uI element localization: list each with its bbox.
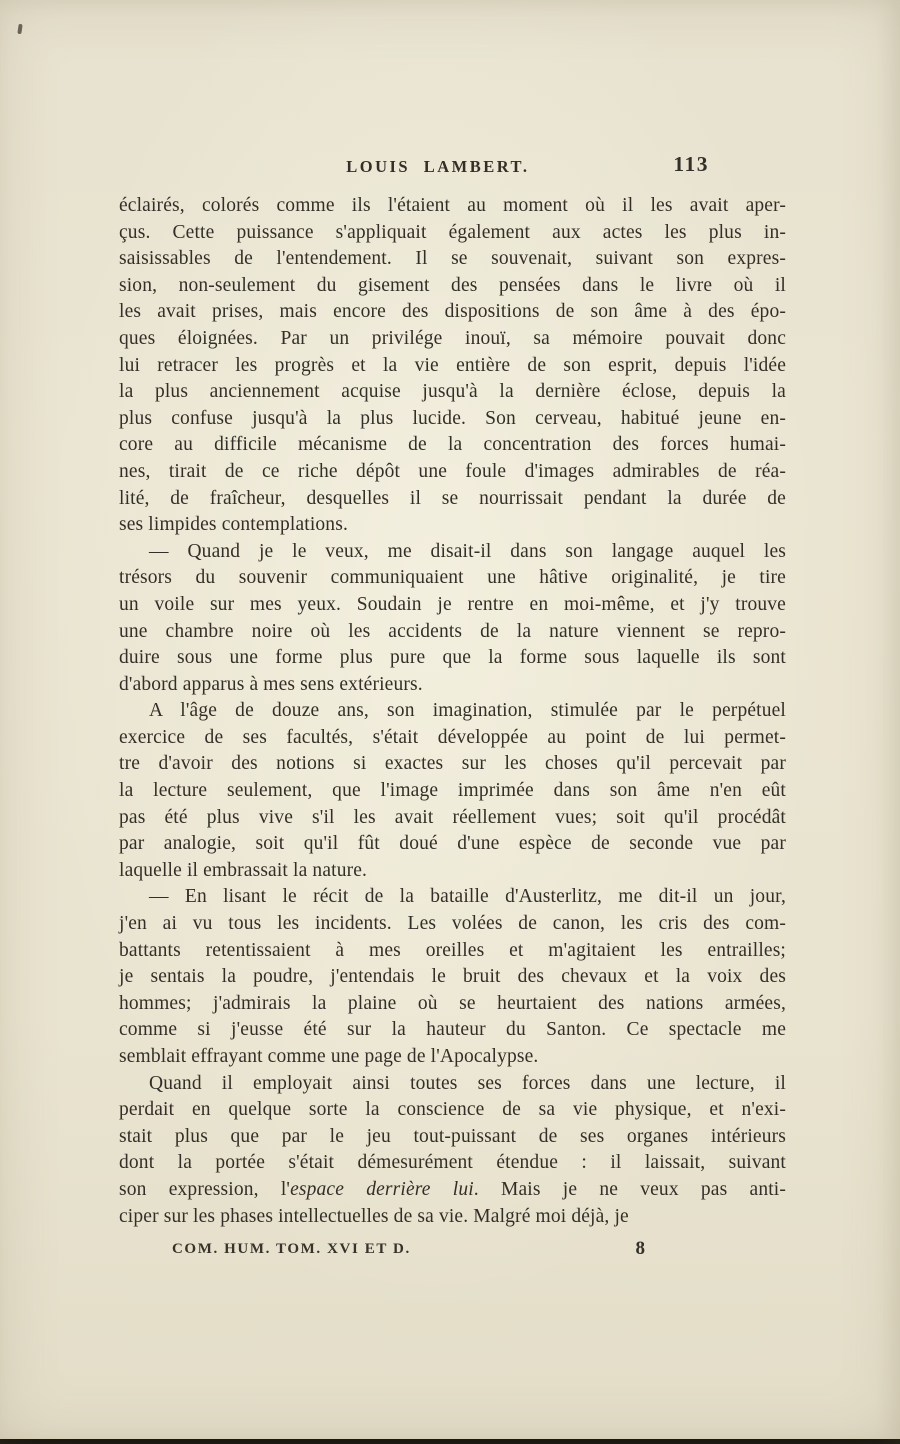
printer-signature: COM. HUM. TOM. XVI ET D. <box>172 1241 411 1257</box>
page-number: 113 <box>673 152 709 176</box>
text-line: ciper sur les phases intellectuelles de sa vie. Malgré moi déjà, je <box>119 1205 629 1227</box>
text-line: exercice de ses facultés, s'était développée au point de lui permet- <box>119 726 786 748</box>
text-line: lité, de fraîcheur, desquelles il se nourrissait pendant la durée de <box>119 487 786 509</box>
text-line: hommes; j'admirais la plaine où se heurtaient des nations armées, <box>119 992 786 1014</box>
text-line: A l'âge de douze ans, son imagination, stimulée par le perpétuel <box>149 700 786 722</box>
text-line: — Quand je le veux, me disait-il dans son langage auquel les <box>149 540 786 562</box>
scan-artifact <box>17 24 22 34</box>
text-line: semblait effrayant comme une page de l'Apocalypse. <box>119 1046 539 1067</box>
text-line: une chambre noire où les accidents de la nature viennent se repro- <box>119 620 786 642</box>
text-line: un voile sur mes yeux. Soudain je rentre en moi-même, et j'y trouve <box>119 593 786 615</box>
text-line: nes, tirait de ce riche dépôt une foule d'images admirables de réa- <box>119 460 786 482</box>
text-line: par analogie, soit qu'il fût doué d'une espèce de seconde vue par <box>119 833 786 855</box>
text-line: comme si j'eusse été sur la hauteur du Santon. Ce spectacle me <box>119 1019 786 1041</box>
text-line: d'abord apparus à mes sens extérieurs. <box>119 673 423 695</box>
text-line: j'en ai vu tous les incidents. Les volées de canon, les cris des com- <box>119 913 786 935</box>
text-line: la plus anciennement acquise jusqu'à la dernière éclose, depuis la <box>119 381 786 403</box>
text-line: Quand il employait ainsi toutes ses forces dans une lecture, il <box>149 1072 786 1094</box>
text-block <box>119 193 786 1230</box>
text-line: lui retracer les progrès et la vie entière de son esprit, depuis l'idée <box>119 354 786 376</box>
text-line: sion, non-seulement du gisement des pensées dans le livre où il <box>119 274 786 296</box>
text-line: les avait prises, mais encore des dispositions de son âme à des épo- <box>119 301 786 323</box>
scan-bottom-edge <box>0 1439 900 1444</box>
text-line: core au difficile mécanisme de la concentration des forces humai- <box>119 434 786 456</box>
text-line: ses limpides contemplations. <box>119 514 348 536</box>
text-line: pas été plus vive s'il les avait réellement vues; soit qu'il procédât <box>119 806 786 828</box>
sheet-number: 8 <box>635 1238 645 1259</box>
text-line: — En lisant le récit de la bataille d'Austerlitz, me dit-il un jour, <box>149 886 786 908</box>
text-line: tre d'avoir des notions si exactes sur les choses qu'il percevait par <box>119 753 786 775</box>
text-line: je sentais la poudre, j'entendais le bruit des chevaux et la voix des <box>119 966 786 988</box>
page-footer <box>120 1238 785 1264</box>
text-line: ques éloignées. Par un privilége inouï, sa mémoire pouvait donc <box>119 327 786 349</box>
text-line: stait plus que par le jeu tout-puissant de ses organes intérieurs <box>119 1125 786 1147</box>
paragraph <box>119 884 786 1070</box>
text-line: plus confuse jusqu'à la plus lucide. Son cerveau, habitué jeune en- <box>119 407 786 429</box>
text-line: dont la portée s'était démesurément étendue : il laissait, suivant <box>119 1152 786 1174</box>
italic-phrase: espace derrière lui <box>290 1178 474 1200</box>
page-header <box>120 152 785 183</box>
paragraph <box>119 193 786 539</box>
running-title: LOUIS LAMBERT. <box>346 157 530 176</box>
paragraph <box>119 1071 786 1231</box>
text-line: laquelle il embrassait la nature. <box>119 859 368 881</box>
text-line: battants retentissaient à mes oreilles et m'agitaient les entrailles; <box>119 939 786 961</box>
text-segment: son expression, l' <box>119 1178 291 1200</box>
text-line: saisissables de l'entendement. Il se souvenait, suivant son expres- <box>119 248 786 270</box>
text-line: duire sous une forme plus pure que la forme sous laquelle ils sont <box>119 647 786 669</box>
text-line: la lecture seulement, que l'image imprimée dans son âme n'en eût <box>119 780 786 802</box>
text-line: perdait en quelque sorte la conscience de sa vie physique, et n'exi- <box>119 1099 786 1121</box>
text-line: çus. Cette puissance s'appliquait également aux actes les plus in- <box>119 221 786 243</box>
text-segment: . Mais je ne veux pas anti- <box>473 1178 787 1200</box>
text-line: trésors du souvenir communiquaient une hâtive originalité, je tire <box>119 567 786 589</box>
paragraph <box>119 539 786 699</box>
text-line: éclairés, colorés comme ils l'étaient au moment où il les avait aper- <box>119 195 786 216</box>
paragraph <box>119 698 786 884</box>
text-line <box>119 1177 786 1204</box>
